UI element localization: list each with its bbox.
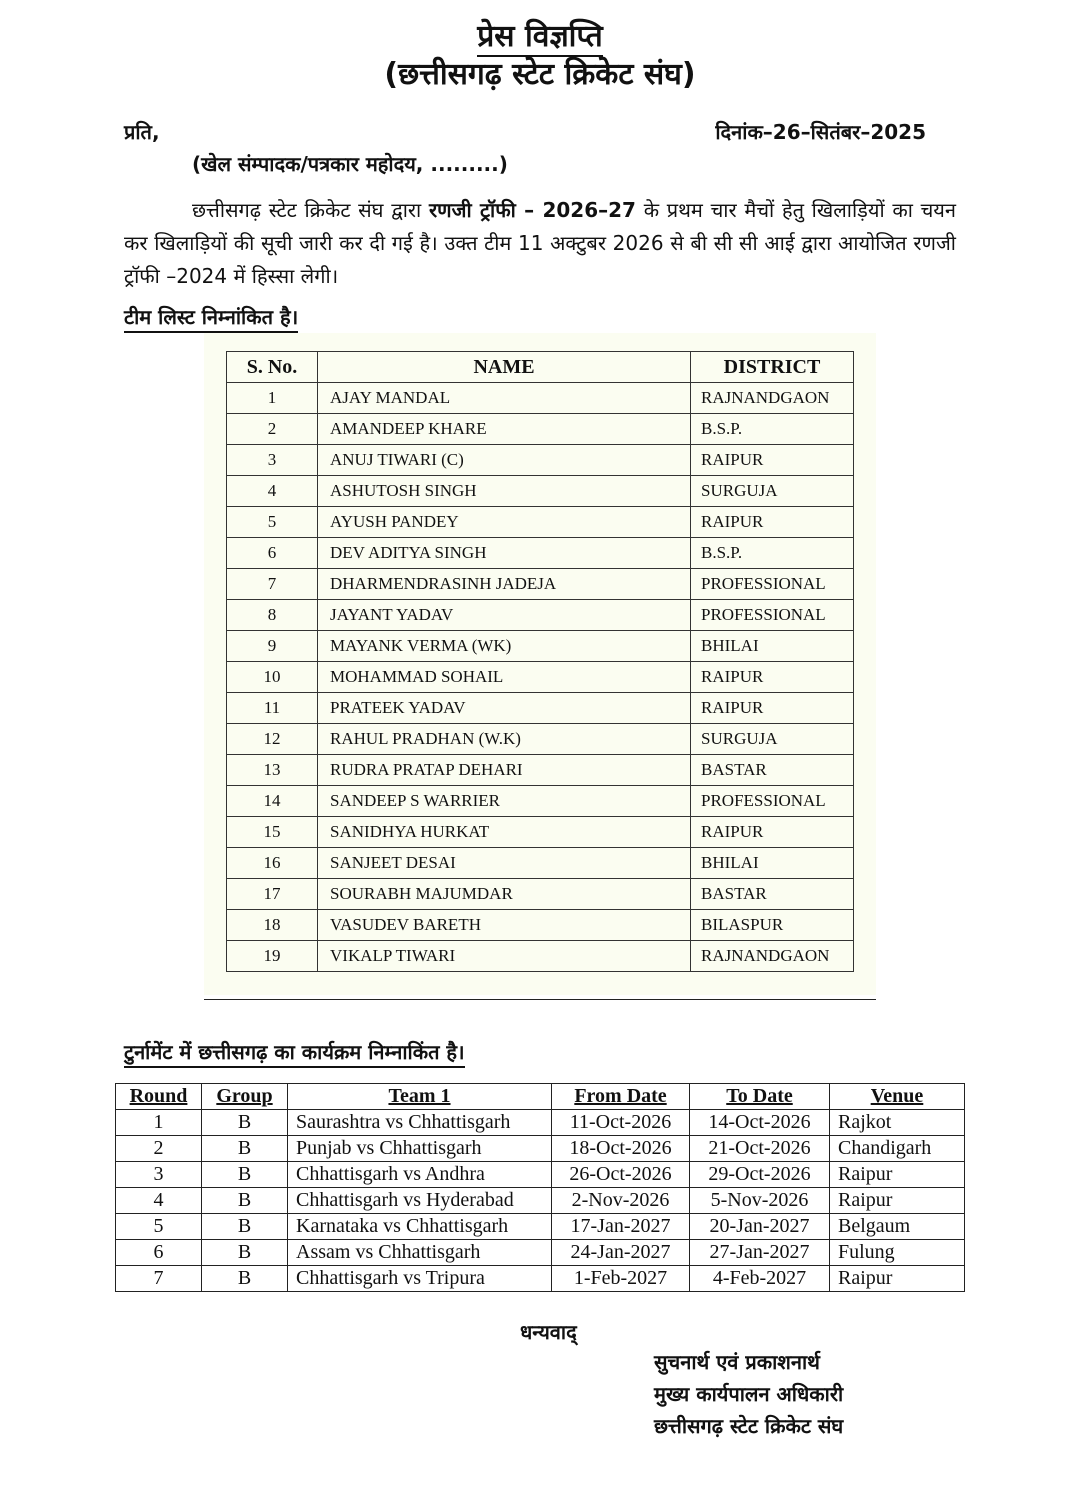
header-round: Round bbox=[116, 1084, 202, 1110]
player-district: BASTAR bbox=[691, 755, 854, 786]
round-cell: 3 bbox=[116, 1162, 202, 1188]
para-text-1: छत्तीसगढ़ स्टेट क्रिकेट संघ द्वारा bbox=[192, 198, 429, 222]
team-serial-number: 3 bbox=[227, 445, 318, 476]
team-row bbox=[227, 383, 854, 414]
player-district: BHILAI bbox=[691, 848, 854, 879]
team-row bbox=[227, 693, 854, 724]
header-from-date: From Date bbox=[552, 1084, 690, 1110]
salutation: (खेल संम्पादक/पत्रकार महोदय, .........) bbox=[192, 152, 508, 176]
team-serial-number: 4 bbox=[227, 476, 318, 507]
player-name: ANUJ TIWARI (C) bbox=[318, 445, 691, 476]
player-name: ASHUTOSH SINGH bbox=[318, 476, 691, 507]
team-row bbox=[227, 755, 854, 786]
header-venue: Venue bbox=[830, 1084, 965, 1110]
player-district: BASTAR bbox=[691, 879, 854, 910]
team-list-panel bbox=[204, 333, 876, 995]
player-district: BILASPUR bbox=[691, 910, 854, 941]
venue-cell: Belgaum bbox=[830, 1214, 965, 1240]
team-row bbox=[227, 848, 854, 879]
venue-cell: Chandigarh bbox=[830, 1136, 965, 1162]
team-serial-number: 7 bbox=[227, 569, 318, 600]
header-name: NAME bbox=[318, 352, 691, 383]
schedule-row bbox=[116, 1266, 965, 1292]
team-serial-number: 1 bbox=[227, 383, 318, 414]
from-date-cell: 1-Feb-2027 bbox=[552, 1266, 690, 1292]
player-name: DEV ADITYA SINGH bbox=[318, 538, 691, 569]
team-row bbox=[227, 817, 854, 848]
player-district: PROFESSIONAL bbox=[691, 786, 854, 817]
match-cell: Karnataka vs Chhattisgarh bbox=[288, 1214, 552, 1240]
team-row bbox=[227, 910, 854, 941]
document-title bbox=[0, 14, 1080, 55]
para-bold-text: रणजी ट्रॉफी – 2026–27 bbox=[428, 198, 636, 222]
schedule-row bbox=[116, 1136, 965, 1162]
team-serial-number: 2 bbox=[227, 414, 318, 445]
team-row bbox=[227, 879, 854, 910]
release-date: दिनांक–26–सितंबर–2025 bbox=[715, 120, 926, 144]
to-date-cell: 14-Oct-2026 bbox=[690, 1110, 830, 1136]
player-name: DHARMENDRASINH JADEJA bbox=[318, 569, 691, 600]
team-serial-number: 16 bbox=[227, 848, 318, 879]
team-row bbox=[227, 569, 854, 600]
team-table-header bbox=[227, 352, 854, 383]
player-district: RAIPUR bbox=[691, 817, 854, 848]
group-cell: B bbox=[202, 1110, 288, 1136]
signature-block bbox=[654, 1346, 843, 1442]
team-serial-number: 15 bbox=[227, 817, 318, 848]
team-serial-number: 5 bbox=[227, 507, 318, 538]
venue-cell: Raipur bbox=[830, 1162, 965, 1188]
thanks-text: धन्यवाद् bbox=[520, 1320, 577, 1344]
player-district: RAIPUR bbox=[691, 693, 854, 724]
header-team: Team 1 bbox=[288, 1084, 552, 1110]
team-row bbox=[227, 600, 854, 631]
round-cell: 1 bbox=[116, 1110, 202, 1136]
team-row bbox=[227, 941, 854, 972]
group-cell: B bbox=[202, 1214, 288, 1240]
to-date-cell: 4-Feb-2027 bbox=[690, 1266, 830, 1292]
team-serial-number: 10 bbox=[227, 662, 318, 693]
player-name: SANJEET DESAI bbox=[318, 848, 691, 879]
to-date-cell: 20-Jan-2027 bbox=[690, 1214, 830, 1240]
player-district: B.S.P. bbox=[691, 538, 854, 569]
team-row bbox=[227, 786, 854, 817]
team-serial-number: 12 bbox=[227, 724, 318, 755]
team-row bbox=[227, 507, 854, 538]
venue-cell: Raipur bbox=[830, 1188, 965, 1214]
player-district: PROFESSIONAL bbox=[691, 600, 854, 631]
player-district: SURGUJA bbox=[691, 724, 854, 755]
player-name: AYUSH PANDEY bbox=[318, 507, 691, 538]
venue-cell: Rajkot bbox=[830, 1110, 965, 1136]
player-district: RAJNANDGAON bbox=[691, 941, 854, 972]
schedule-header-row bbox=[116, 1084, 965, 1110]
group-cell: B bbox=[202, 1266, 288, 1292]
header-group: Group bbox=[202, 1084, 288, 1110]
team-serial-number: 11 bbox=[227, 693, 318, 724]
schedule-row bbox=[116, 1240, 965, 1266]
from-date-cell: 11-Oct-2026 bbox=[552, 1110, 690, 1136]
player-name: VASUDEV BARETH bbox=[318, 910, 691, 941]
schedule-row bbox=[116, 1110, 965, 1136]
match-cell: Chhattisgarh vs Andhra bbox=[288, 1162, 552, 1188]
from-date-cell: 2-Nov-2026 bbox=[552, 1188, 690, 1214]
schedule-heading: टुर्नामेंट में छत्तीसगढ़ का कार्यक्रम निम्नाकिंत है। bbox=[124, 1038, 465, 1068]
player-name: VIKALP TIWARI bbox=[318, 941, 691, 972]
team-row bbox=[227, 414, 854, 445]
player-name: PRATEEK YADAV bbox=[318, 693, 691, 724]
player-district: PROFESSIONAL bbox=[691, 569, 854, 600]
team-serial-number: 19 bbox=[227, 941, 318, 972]
player-district: RAIPUR bbox=[691, 507, 854, 538]
team-serial-number: 18 bbox=[227, 910, 318, 941]
team-serial-number: 8 bbox=[227, 600, 318, 631]
player-name: AJAY MANDAL bbox=[318, 383, 691, 414]
to-date-cell: 21-Oct-2026 bbox=[690, 1136, 830, 1162]
schedule-row bbox=[116, 1162, 965, 1188]
sign-line: मुख्य कार्यपालन अधिकारी bbox=[654, 1382, 844, 1406]
match-cell: Saurashtra vs Chhattisgarh bbox=[288, 1110, 552, 1136]
body-paragraph bbox=[124, 194, 956, 293]
group-cell: B bbox=[202, 1136, 288, 1162]
team-serial-number: 9 bbox=[227, 631, 318, 662]
schedule-row bbox=[116, 1188, 965, 1214]
team-row bbox=[227, 631, 854, 662]
match-cell: Assam vs Chhattisgarh bbox=[288, 1240, 552, 1266]
team-list-heading: टीम लिस्ट निम्नांकित है। bbox=[124, 303, 298, 333]
venue-cell: Raipur bbox=[830, 1266, 965, 1292]
sign-line: छत्तीसगढ़ स्टेट क्रिकेट संघ bbox=[654, 1414, 844, 1438]
match-cell: Chhattisgarh vs Hyderabad bbox=[288, 1188, 552, 1214]
team-serial-number: 13 bbox=[227, 755, 318, 786]
player-name: JAYANT YADAV bbox=[318, 600, 691, 631]
player-district: RAIPUR bbox=[691, 662, 854, 693]
header-district: DISTRICT bbox=[691, 352, 854, 383]
header-to-date: To Date bbox=[690, 1084, 830, 1110]
player-name: MAYANK VERMA (WK) bbox=[318, 631, 691, 662]
schedule-row bbox=[116, 1214, 965, 1240]
from-date-cell: 17-Jan-2027 bbox=[552, 1214, 690, 1240]
group-cell: B bbox=[202, 1162, 288, 1188]
divider bbox=[204, 999, 876, 1000]
player-district: SURGUJA bbox=[691, 476, 854, 507]
player-name: SANIDHYA HURKAT bbox=[318, 817, 691, 848]
team-serial-number: 6 bbox=[227, 538, 318, 569]
round-cell: 4 bbox=[116, 1188, 202, 1214]
team-row bbox=[227, 662, 854, 693]
addressee-label: प्रति, bbox=[124, 120, 160, 144]
player-name: AMANDEEP KHARE bbox=[318, 414, 691, 445]
title-text: प्रेस विज्ञप्ति bbox=[477, 19, 603, 57]
from-date-cell: 24-Jan-2027 bbox=[552, 1240, 690, 1266]
team-table bbox=[226, 351, 854, 972]
sign-line: सुचनार्थ एवं प्रकाशनार्थ bbox=[654, 1350, 820, 1374]
round-cell: 7 bbox=[116, 1266, 202, 1292]
player-name: SOURABH MAJUMDAR bbox=[318, 879, 691, 910]
player-district: RAIPUR bbox=[691, 445, 854, 476]
match-cell: Punjab vs Chhattisgarh bbox=[288, 1136, 552, 1162]
to-date-cell: 5-Nov-2026 bbox=[690, 1188, 830, 1214]
player-name: SANDEEP S WARRIER bbox=[318, 786, 691, 817]
team-row bbox=[227, 724, 854, 755]
player-name: RAHUL PRADHAN (W.K) bbox=[318, 724, 691, 755]
team-row bbox=[227, 476, 854, 507]
team-serial-number: 17 bbox=[227, 879, 318, 910]
from-date-cell: 26-Oct-2026 bbox=[552, 1162, 690, 1188]
player-name: RUDRA PRATAP DEHARI bbox=[318, 755, 691, 786]
venue-cell: Fulung bbox=[830, 1240, 965, 1266]
schedule-table bbox=[115, 1083, 965, 1292]
para-text-2: के प्रथम चार मैचों हेतु खिलाड़ियों का चयन कर खिलाड़ियों की सूची जारी कर दी गई है। उक्त टीम 11 अक्टुबर 2026 से बी सी सी आई द्वारा आयोजित रणजी ट्रॉफी –2024 में हिस्सा लेगी। bbox=[124, 198, 957, 288]
to-date-cell: 29-Oct-2026 bbox=[690, 1162, 830, 1188]
document-subtitle: (छत्तीसगढ़ स्टेट क्रिकेट संघ) bbox=[384, 57, 696, 92]
group-cell: B bbox=[202, 1240, 288, 1266]
round-cell: 5 bbox=[116, 1214, 202, 1240]
player-district: BHILAI bbox=[691, 631, 854, 662]
from-date-cell: 18-Oct-2026 bbox=[552, 1136, 690, 1162]
player-name: MOHAMMAD SOHAIL bbox=[318, 662, 691, 693]
match-cell: Chhattisgarh vs Tripura bbox=[288, 1266, 552, 1292]
player-district: B.S.P. bbox=[691, 414, 854, 445]
team-serial-number: 14 bbox=[227, 786, 318, 817]
header-sno: S. No. bbox=[227, 352, 318, 383]
team-row bbox=[227, 445, 854, 476]
to-date-cell: 27-Jan-2027 bbox=[690, 1240, 830, 1266]
group-cell: B bbox=[202, 1188, 288, 1214]
round-cell: 6 bbox=[116, 1240, 202, 1266]
team-row bbox=[227, 538, 854, 569]
player-district: RAJNANDGAON bbox=[691, 383, 854, 414]
round-cell: 2 bbox=[116, 1136, 202, 1162]
